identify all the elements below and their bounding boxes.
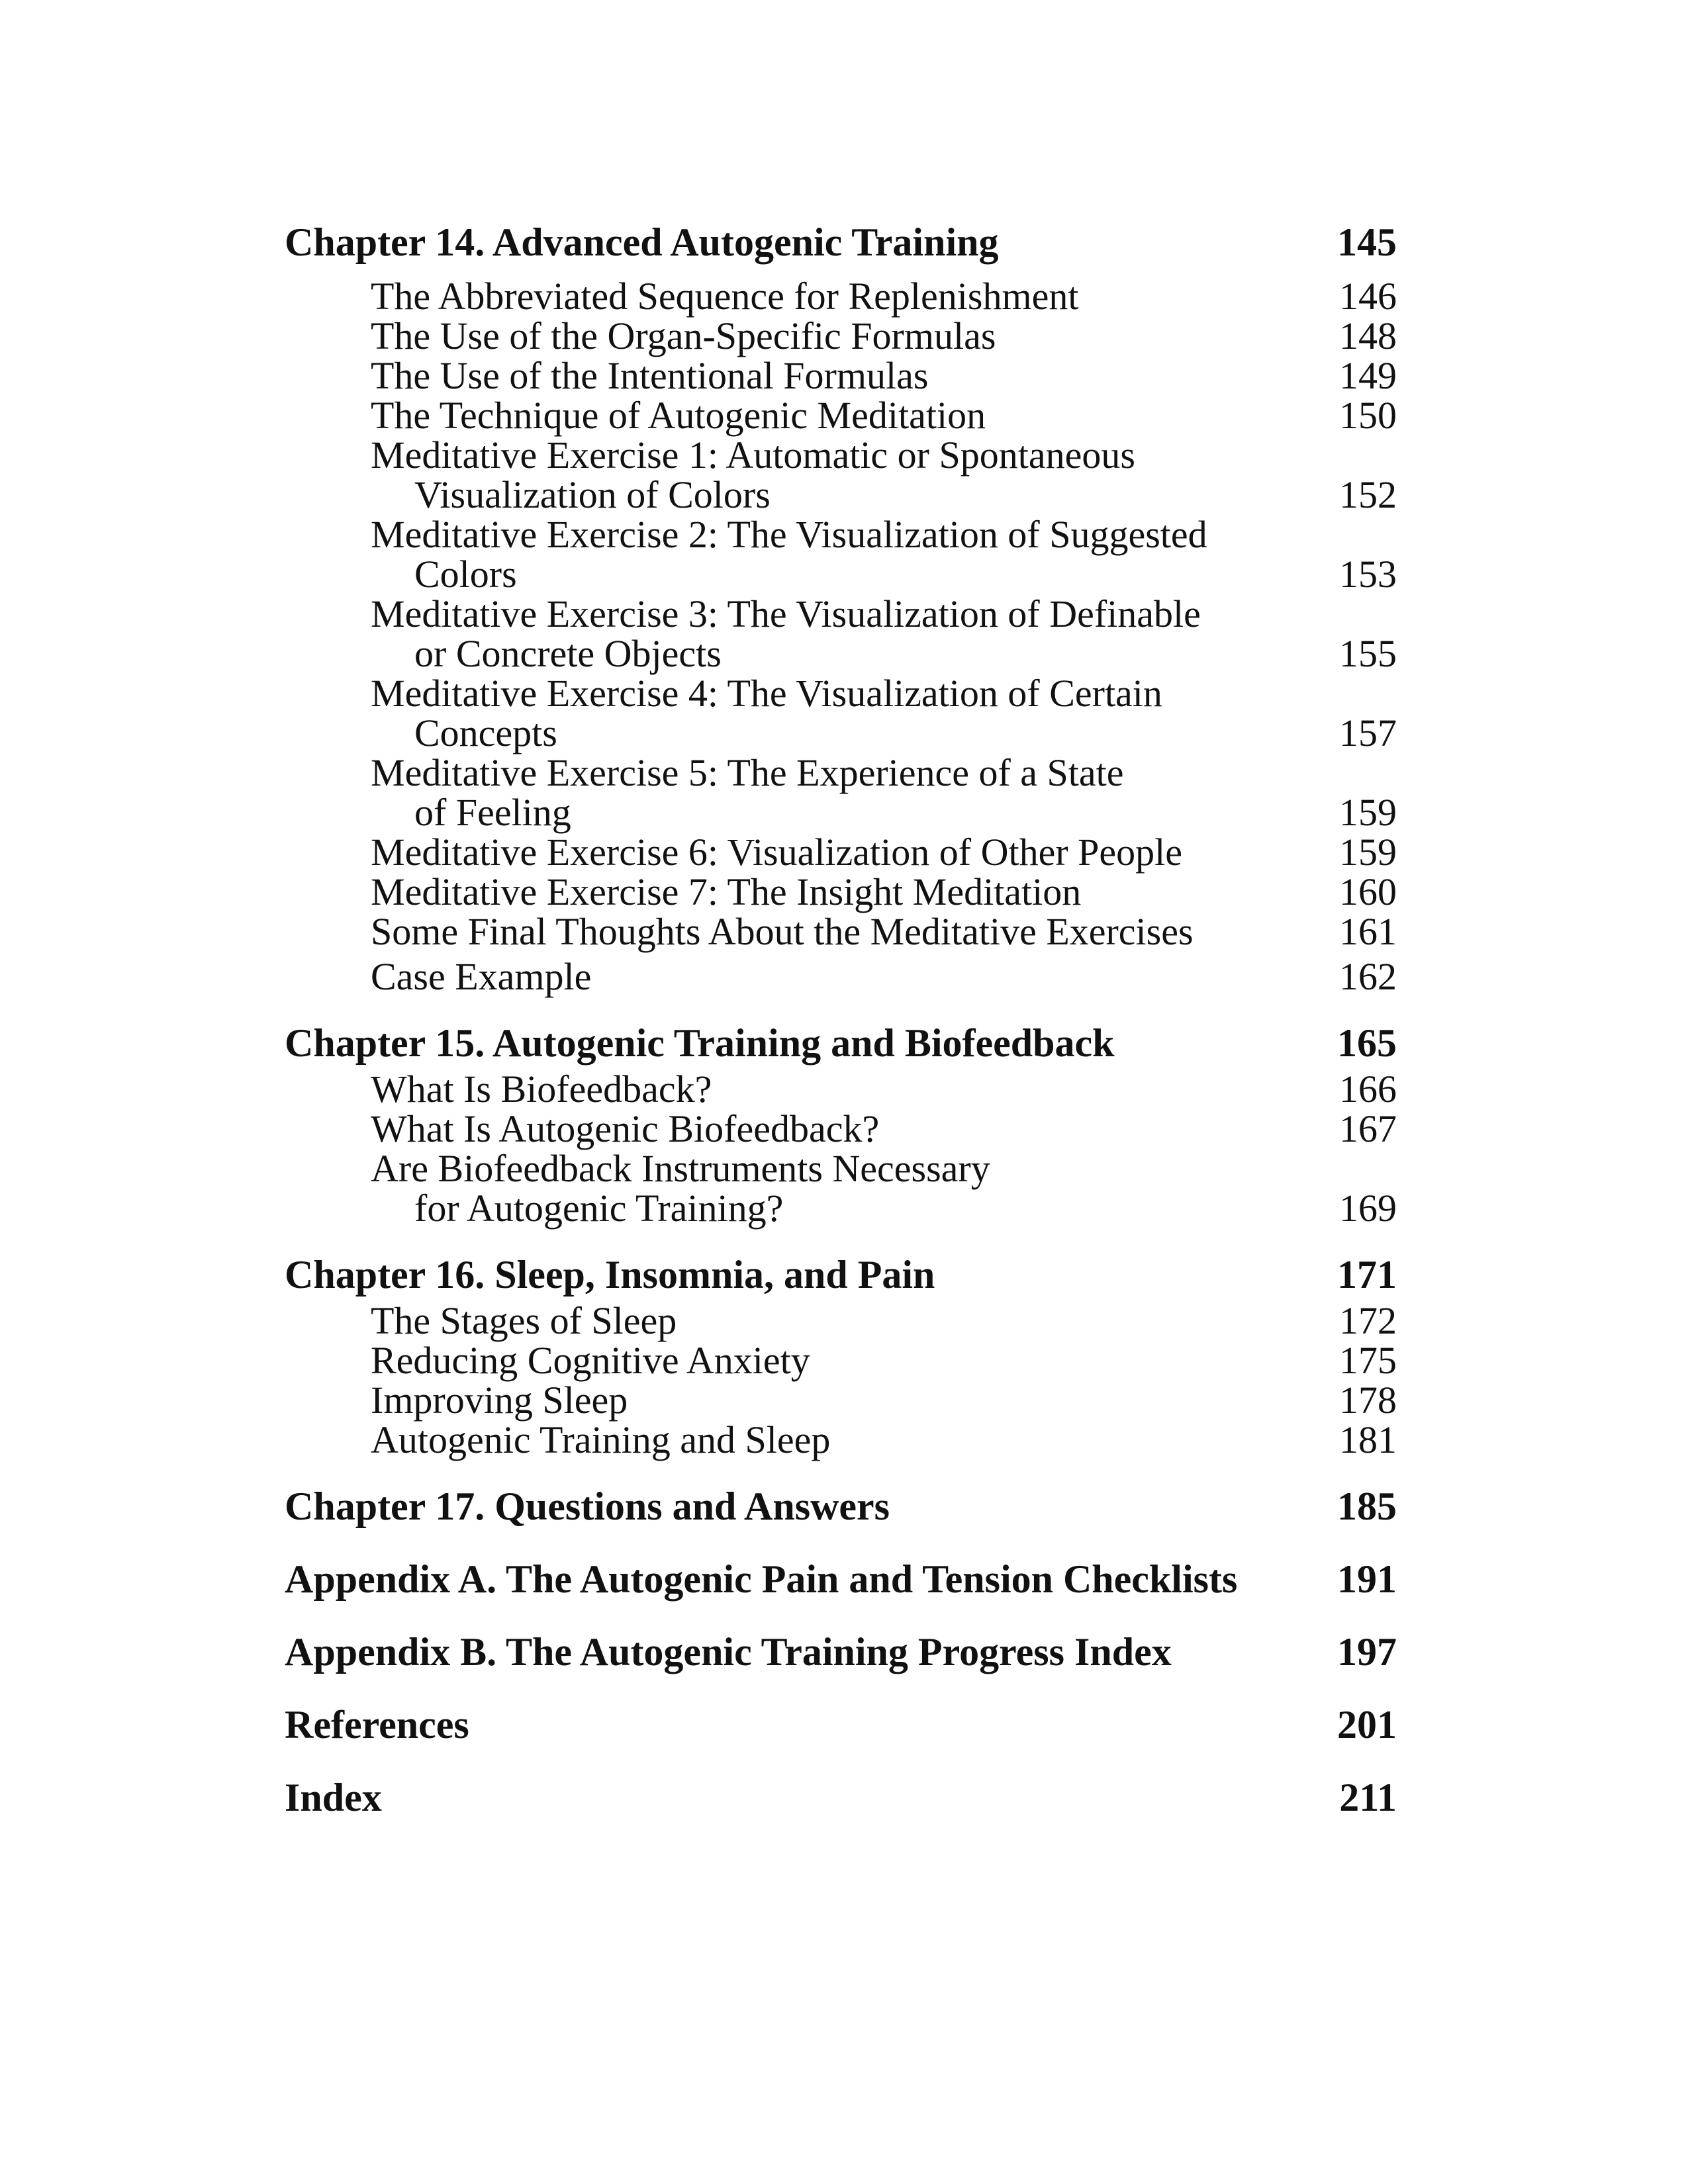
entry-page: 175: [1339, 1339, 1397, 1382]
appendix-title: Appendix B. The Autogenic Training Progress Index: [285, 1630, 1172, 1674]
toc-entry-line2[interactable]: [285, 475, 1397, 515]
toc-entry-line2[interactable]: [285, 1189, 1397, 1228]
chapter-title: Chapter 15. Autogenic Training and Biofeedback: [285, 1021, 1115, 1065]
toc-entry[interactable]: [285, 277, 1397, 316]
toc-entry[interactable]: [285, 1069, 1397, 1109]
entry-title-continued: Concepts: [414, 711, 557, 754]
toc-chapter-17[interactable]: [285, 1480, 1397, 1533]
chapter-title: Chapter 14. Advanced Autogenic Training: [285, 220, 999, 264]
entry-page: 160: [1339, 870, 1397, 913]
toc-entry[interactable]: [285, 356, 1397, 396]
references-title: References: [285, 1703, 469, 1747]
entry-page: 181: [1339, 1418, 1397, 1461]
entry-title: Reducing Cognitive Anxiety: [371, 1339, 810, 1382]
entry-title: Meditative Exercise 2: The Visualization of Suggested: [371, 513, 1207, 556]
entry-page: 148: [1339, 314, 1397, 357]
entry-page: 152: [1339, 473, 1397, 516]
entry-page: 150: [1339, 394, 1397, 437]
entry-title-continued: Visualization of Colors: [414, 473, 771, 516]
chapter-title: Chapter 17. Questions and Answers: [285, 1484, 890, 1528]
toc-entry-line2[interactable]: [285, 793, 1397, 833]
entry-title-continued: for Autogenic Training?: [414, 1187, 784, 1230]
entry-page: 161: [1339, 910, 1397, 953]
entry-page: 178: [1339, 1379, 1397, 1422]
toc-entry[interactable]: [285, 872, 1397, 912]
entry-title: The Technique of Autogenic Meditation: [371, 394, 986, 437]
entry-title: The Abbreviated Sequence for Replenishment: [371, 275, 1079, 318]
entry-title-continued: Colors: [414, 553, 517, 596]
chapter-title: Chapter 16. Sleep, Insomnia, and Pain: [285, 1253, 935, 1297]
chapter-page: 165: [1337, 1021, 1397, 1065]
entry-title: What Is Biofeedback?: [371, 1068, 712, 1111]
entry-title-continued: or Concrete Objects: [414, 632, 722, 675]
toc-entry[interactable]: [285, 1420, 1397, 1460]
entry-title: The Use of the Organ-Specific Formulas: [371, 314, 996, 357]
entry-title: The Stages of Sleep: [371, 1299, 677, 1342]
toc-entry[interactable]: [285, 912, 1397, 952]
entry-page: 153: [1339, 553, 1397, 596]
toc-appendix-a[interactable]: [285, 1553, 1397, 1606]
entry-title: Meditative Exercise 5: The Experience of a State: [371, 751, 1124, 794]
table-of-contents: [285, 216, 1397, 1824]
entry-title: Meditative Exercise 6: Visualization of Other People: [371, 831, 1182, 874]
references-page: 201: [1337, 1703, 1397, 1747]
toc-entry-line1[interactable]: [285, 515, 1397, 555]
entry-page: 159: [1339, 831, 1397, 874]
entry-page: 172: [1339, 1299, 1397, 1342]
chapter-page: 171: [1337, 1253, 1397, 1297]
entry-title: Meditative Exercise 1: Automatic or Spontaneous: [371, 433, 1135, 477]
entry-page: 159: [1339, 791, 1397, 834]
entry-title: Autogenic Training and Sleep: [371, 1418, 831, 1461]
toc-entry[interactable]: [285, 316, 1397, 356]
toc-references[interactable]: [285, 1698, 1397, 1751]
toc-entry[interactable]: [285, 396, 1397, 435]
appendix-page: 191: [1337, 1557, 1397, 1601]
toc-entry-line1[interactable]: [285, 753, 1397, 793]
toc-entry-line2[interactable]: [285, 555, 1397, 594]
entry-title: Meditative Exercise 3: The Visualization of Definable: [371, 592, 1201, 635]
entry-title: Case Example: [371, 955, 592, 998]
toc-entry[interactable]: [285, 1301, 1397, 1341]
toc-entry-line1[interactable]: [285, 435, 1397, 475]
entry-title: Improving Sleep: [371, 1379, 628, 1422]
toc-chapter-16[interactable]: [285, 1248, 1397, 1301]
entry-page: 167: [1339, 1107, 1397, 1150]
toc-entry-line1[interactable]: [285, 674, 1397, 713]
entry-title: Meditative Exercise 4: The Visualization of Certain: [371, 672, 1162, 715]
toc-index[interactable]: [285, 1771, 1397, 1824]
toc-entry[interactable]: [285, 1341, 1397, 1381]
toc-chapter-15[interactable]: [285, 1017, 1397, 1069]
chapter-page: 185: [1337, 1484, 1397, 1528]
index-page: 211: [1339, 1776, 1397, 1819]
chapter-page: 145: [1337, 220, 1397, 264]
entry-page: 149: [1339, 354, 1397, 397]
index-title: Index: [285, 1776, 382, 1819]
entry-page: 157: [1339, 711, 1397, 754]
entry-title: What Is Autogenic Biofeedback?: [371, 1107, 880, 1150]
toc-entry-line1[interactable]: [285, 1149, 1397, 1189]
entry-title: The Use of the Intentional Formulas: [371, 354, 929, 397]
toc-entry[interactable]: [285, 1381, 1397, 1420]
toc-entry[interactable]: [285, 833, 1397, 872]
entry-title-continued: of Feeling: [414, 791, 571, 834]
entry-page: 146: [1339, 275, 1397, 318]
entry-page: 169: [1339, 1187, 1397, 1230]
toc-appendix-b[interactable]: [285, 1625, 1397, 1678]
entry-title: Are Biofeedback Instruments Necessary: [371, 1147, 990, 1190]
entry-title: Meditative Exercise 7: The Insight Meditation: [371, 870, 1082, 913]
toc-entry[interactable]: [285, 1109, 1397, 1149]
toc-entry-line2[interactable]: [285, 713, 1397, 753]
entry-title: Some Final Thoughts About the Meditative Exercises: [371, 910, 1194, 953]
toc-entry[interactable]: [285, 957, 1397, 997]
toc-entry-line1[interactable]: [285, 594, 1397, 634]
entry-page: 166: [1339, 1068, 1397, 1111]
entry-page: 155: [1339, 632, 1397, 675]
appendix-page: 197: [1337, 1630, 1397, 1674]
entry-page: 162: [1339, 955, 1397, 998]
appendix-title: Appendix A. The Autogenic Pain and Tension Checklists: [285, 1557, 1238, 1601]
toc-entry-line2[interactable]: [285, 634, 1397, 674]
toc-chapter-14[interactable]: [285, 216, 1397, 269]
